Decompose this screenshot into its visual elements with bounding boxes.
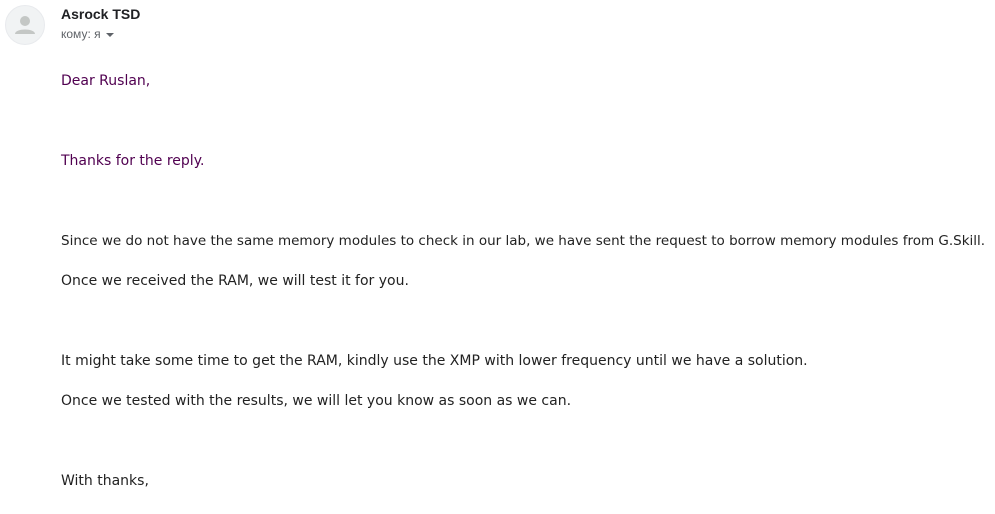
sender-name[interactable]: Asrock TSD <box>61 6 141 22</box>
body-paragraph-3: It might take some time to get the RAM, kindly use the XMP with lower frequency until we have a solution. <box>61 353 808 369</box>
body-paragraph-2: Once we received the RAM, we will test it for you. <box>61 273 409 289</box>
recipient-details[interactable] <box>61 26 114 42</box>
person-icon <box>6 6 44 44</box>
thanks-line: Thanks for the reply. <box>61 153 205 169</box>
greeting-line: Dear Ruslan, <box>61 73 151 89</box>
recipient-label: кому: я <box>61 27 101 41</box>
body-paragraph-1: Since we do not have the same memory modules to check in our lab, we have sent the request to borrow memory modules from G.Skill. <box>61 233 986 249</box>
caret-down-icon[interactable] <box>106 33 114 37</box>
body-paragraph-4: Once we tested with the results, we will let you know as soon as we can. <box>61 393 572 409</box>
closing-line: With thanks, <box>61 473 149 489</box>
sender-avatar[interactable] <box>5 5 45 45</box>
